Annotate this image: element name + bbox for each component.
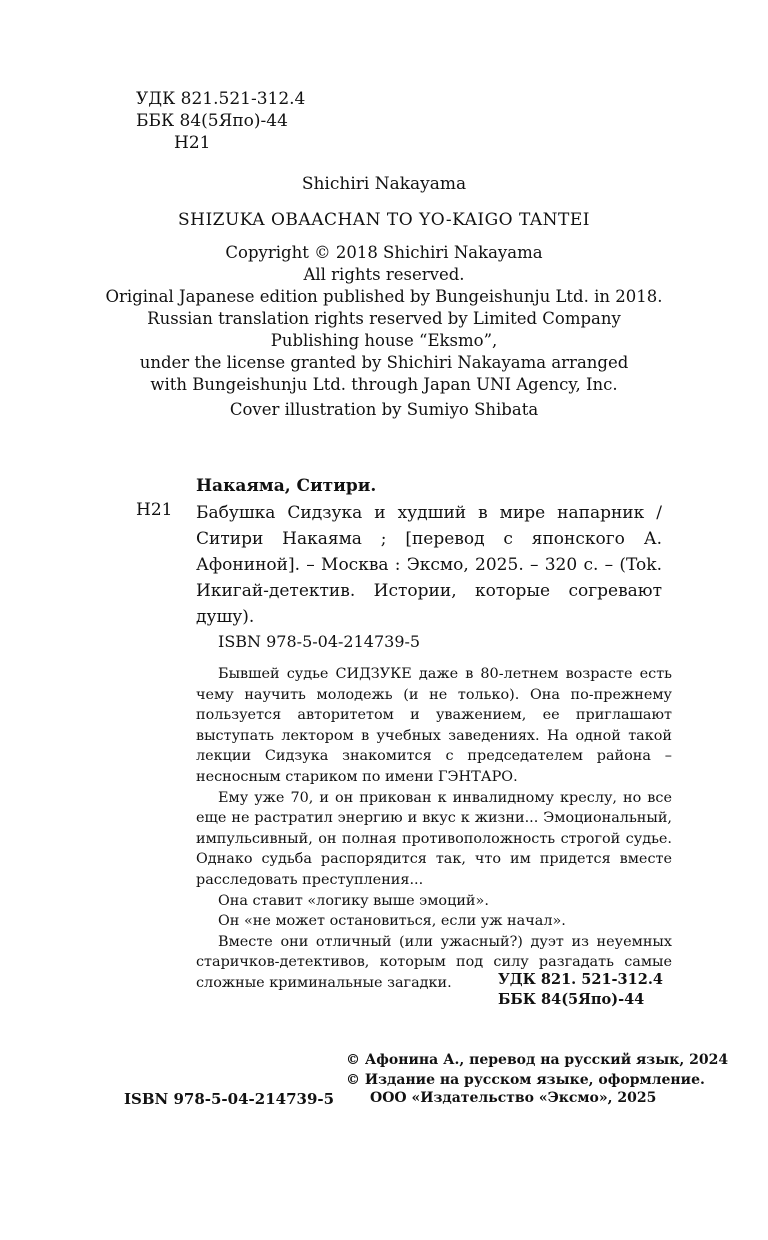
edition-copyright: © Издание на русском языке, оформление. (346, 1072, 705, 1088)
rights-line: Publishing house “Eksmo”, (270, 331, 498, 350)
rights-line: Original Japanese edition published by Bungeishunju Ltd. in 2018. (105, 287, 663, 306)
original-title: SHIZUKA OBAACHAN TO YO-KAIGO TANTEI (177, 210, 591, 230)
annotation-paragraph: Она ставит «логику выше эмоций». (218, 892, 489, 909)
author-mark: Н21 (174, 133, 211, 153)
annotation-paragraph: Ему уже 70, и он прикован к инвалидному креслу, но все еще не растратил энергию и вкус к жизни... Эмоциональный, импульсивный, он полная противоположность строгой судье. Однако судьба распорядится так, что им придется вместе расследовать преступления... (196, 789, 672, 888)
rights-notice (0, 242, 768, 396)
bib-author-mark: Н21 (136, 500, 173, 520)
annotation-paragraph: Вместе они отличный (или ужасный?) дуэт из неуемных старичков-детективов, которым под силу разгадать самые сложные криминальные загадки. (196, 933, 672, 991)
annotation-paragraph: Он «не может остановиться, если уж начал». (218, 913, 566, 930)
annotation-codes (498, 970, 663, 1010)
annotation-paragraph: Бывшей судье СИДЗУКЕ даже в 80-летнем возрасте есть чему научить молодежь (и не только). Она по-прежнему пользуется авторитетом и уважением, ее приглашают выступать лектором в учебных заведениях. На одной такой лекции Сидзука знакомится с председателем района – несносным стариком по имени ГЭНТАРО. (196, 666, 672, 785)
udk-code: УДК 821.521-312.4 (136, 89, 306, 109)
rights-line: Russian translation rights reserved by Limited Company (147, 309, 621, 328)
bbk-code: ББК 84(5Япо)-44 (136, 111, 288, 131)
bib-isbn: ISBN 978-5-04-214739-5 (218, 632, 421, 651)
annotation (196, 664, 672, 994)
footer-isbn: ISBN 978-5-04-214739-5 (124, 1090, 335, 1108)
rights-line: under the license granted by Shichiri Nakayama arranged (139, 353, 629, 372)
original-author: Shichiri Nakayama (301, 174, 467, 194)
publisher-copyright: ООО «Издательство «Эксмо», 2025 (370, 1090, 657, 1106)
rights-line: Copyright © 2018 Shichiri Nakayama (225, 243, 543, 262)
cover-credit: Cover illustration by Sumiyo Shibata (229, 400, 539, 419)
rights-line: with Bungeishunju Ltd. through Japan UNI Agency, Inc. (150, 375, 618, 394)
rights-line: All rights reserved. (303, 265, 465, 284)
bib-description: Бабушка Сидзука и худший в мире напарник / Ситири Накаяма ; [перевод с японского А. Афониной]. – Москва : Эксмо, 2025. – 320 с. – (Tok. Икигай-детектив. Истории, которые согревают душу). (196, 503, 662, 627)
copyright-block (346, 1050, 728, 1090)
annotation-udk: УДК 821. 521-312.4 (498, 971, 663, 988)
classification-codes (136, 88, 305, 154)
bib-author-heading: Накаяма, Ситири. (196, 476, 377, 496)
annotation-bbk: ББК 84(5Япо)-44 (498, 991, 645, 1008)
translation-copyright: © Афонина А., перевод на русский язык, 2024 (346, 1052, 729, 1068)
